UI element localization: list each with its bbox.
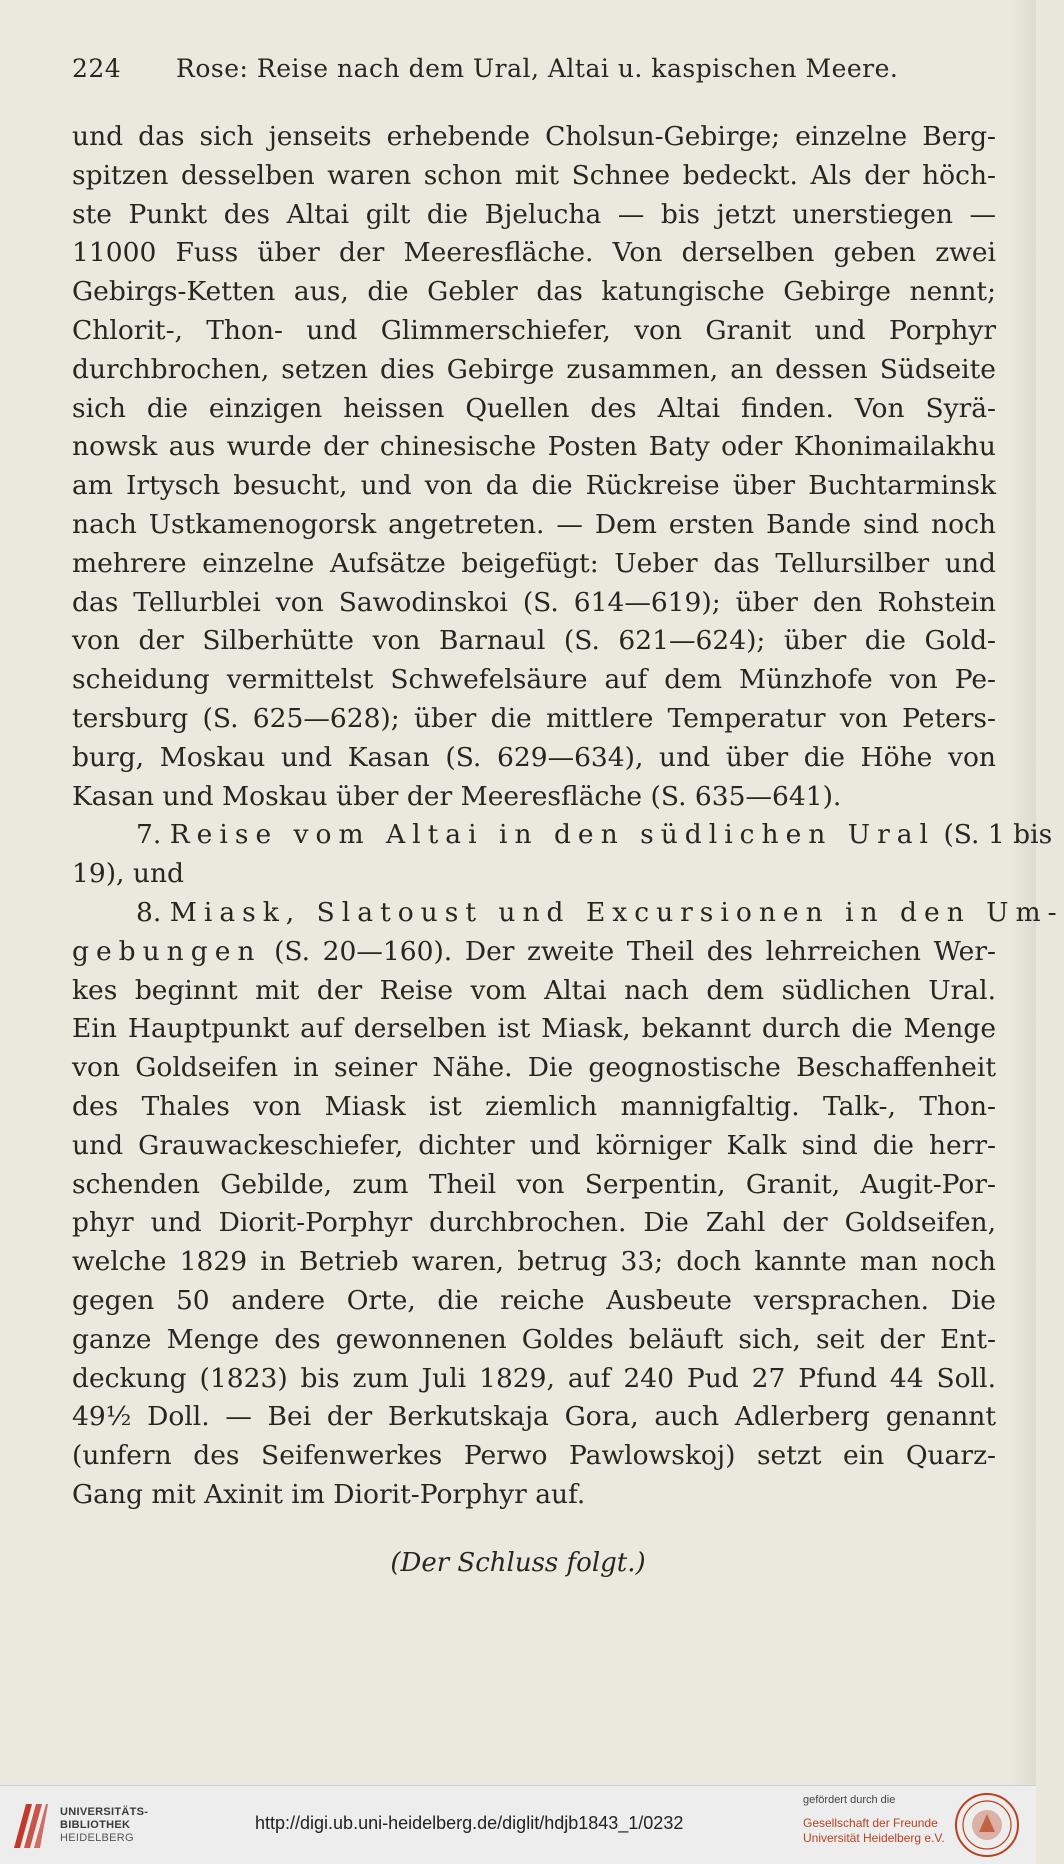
line-text: welche 1829 in Betrieb waren, betrug 33; doch kannte man noch — [72, 1246, 996, 1278]
spaced-heading: Reise vom Altai in den südlichen Ural — [169, 819, 936, 851]
text-line — [72, 855, 996, 894]
text-line — [72, 1321, 996, 1360]
text-line — [72, 1437, 996, 1476]
page-edge-shadow — [1010, 0, 1036, 1785]
library-name-line: UNIVERSITÄTS- — [60, 1806, 149, 1818]
funded-by-label: gefördert durch die — [803, 1794, 896, 1806]
line-text: tersburg (S. 625—628); über die mittlere Temperatur von Peters- — [72, 702, 996, 734]
society-name[interactable] — [803, 1816, 945, 1846]
society-name-line: Universität Heidelberg e.V. — [803, 1831, 945, 1845]
text-line — [72, 933, 996, 972]
text-line — [72, 1282, 996, 1321]
line-text: spitzen desselben waren schon mit Schnee bedeckt. Als der höch- — [72, 159, 996, 191]
line-text: Gang mit Axinit im Diorit-Porphyr auf. — [72, 1478, 586, 1510]
text-line — [72, 312, 996, 351]
text-line — [72, 778, 996, 817]
text-line — [72, 234, 996, 273]
library-name-line: HEIDELBERG — [60, 1832, 134, 1844]
text-line — [72, 467, 996, 506]
library-logo-icon[interactable] — [10, 1798, 50, 1852]
text-line — [72, 739, 996, 778]
line-text: burg, Moskau und Kasan (S. 629—634), und über die Höhe von — [72, 741, 996, 773]
item-number: 7. — [136, 819, 162, 851]
text-line — [72, 1204, 996, 1243]
line-text: ganze Menge des gewonnenen Goldes beläuft sich, seit der Ent- — [72, 1323, 996, 1355]
line-text: (S. 20—160). Der zweite Theil des lehrreichen Wer- — [274, 935, 996, 967]
text-line — [72, 118, 996, 157]
line-text: Gebirgs-Ketten aus, die Gebler das katungische Gebirge nennt; — [72, 276, 996, 308]
line-text: phyr und Diorit-Porphyr durchbrochen. Die Zahl der Goldseifen, — [72, 1207, 996, 1239]
running-title: Rose: Reise nach dem Ural, Altai u. kaspischen Meere. — [176, 54, 899, 83]
text-line — [72, 584, 996, 623]
library-name-line: BIBLIOTHEK — [60, 1819, 131, 1831]
text-line — [72, 506, 996, 545]
line-text: 11000 Fuss über der Meeresfläche. Von derselben geben zwei — [72, 237, 996, 269]
line-text: (unfern des Seifenwerkes Perwo Pawlowskoj) setzt ein Quarz- — [72, 1440, 996, 1472]
line-text: Ein Hauptpunkt auf derselben ist Miask, bekannt durch die Menge — [72, 1013, 996, 1045]
text-line — [72, 894, 1064, 933]
text-line — [72, 1243, 996, 1282]
text-line — [72, 1010, 996, 1049]
text-line — [72, 700, 996, 739]
line-text: ste Punkt des Altai gilt die Bjelucha — bis jetzt unerstiegen — — [72, 198, 996, 230]
footer-bar — [0, 1785, 1036, 1864]
line-text: gegen 50 andere Orte, die reiche Ausbeute versprachen. Die — [72, 1284, 996, 1316]
line-text: und Grauwackeschiefer, dichter und körniger Kalk sind die herr- — [72, 1129, 996, 1161]
line-text: scheidung vermittelst Schwefelsäure auf dem Münzhofe von Pe- — [72, 664, 996, 696]
line-text: 19), und — [72, 858, 185, 890]
spaced-heading: gebungen — [72, 935, 262, 967]
line-text: des Thales von Miask ist ziemlich mannigfaltig. Talk-, Thon- — [72, 1090, 996, 1122]
text-line — [72, 972, 996, 1011]
line-text: deckung (1823) bis zum Juli 1829, auf 240 Pud 27 Pfund 44 Soll. — [72, 1362, 996, 1394]
line-text: 49½ Doll. — Bei der Berkutskaja Gora, auch Adlerberg genannt — [72, 1401, 996, 1433]
line-text: am Irtysch besucht, und von da die Rückreise über Buchtarminsk — [72, 470, 996, 502]
line-text: durchbrochen, setzen dies Gebirge zusammen, an dessen Südseite — [72, 353, 996, 385]
text-line — [72, 428, 996, 467]
line-text: sich die einzigen heissen Quellen des Altai finden. Von Syrä- — [72, 392, 996, 424]
body-text — [72, 118, 1064, 1515]
library-name — [60, 1806, 148, 1845]
text-line — [72, 545, 996, 584]
text-line — [72, 1166, 996, 1205]
text-line — [72, 1360, 996, 1399]
text-line — [72, 622, 996, 661]
line-text: nach Ustkamenogorsk angetreten. — Dem ersten Bande sind noch — [72, 508, 996, 540]
line-text: nowsk aus wurde der chinesische Posten Baty oder Khonimailakhu — [72, 431, 996, 463]
line-text: von der Silberhütte von Barnaul (S. 621—624); über die Gold- — [72, 625, 996, 657]
text-line — [72, 661, 996, 700]
running-head — [72, 54, 932, 90]
text-line — [72, 157, 996, 196]
text-line — [72, 1049, 996, 1088]
spaced-heading: Miask, Slatoust und Excursionen in den Um- — [169, 896, 1064, 928]
text-line — [72, 351, 996, 390]
line-text: Chlorit-, Thon- und Glimmerschiefer, von Granit und Porphyr — [72, 314, 996, 346]
line-text: (S. 1 bis — [943, 819, 1053, 851]
page-number: 224 — [72, 54, 122, 83]
permalink-url[interactable]: http://digi.ub.uni-heidelberg.de/diglit/hdjb1843_1/0232 — [255, 1813, 684, 1833]
line-text: kes beginnt mit der Reise vom Altai nach dem südlichen Ural. — [72, 974, 996, 1006]
text-line — [72, 1088, 996, 1127]
line-text: das Tellurblei von Sawodinskoi (S. 614—619); über den Rohstein — [72, 586, 996, 618]
text-line — [72, 390, 996, 429]
text-line — [72, 816, 1053, 855]
university-seal-icon — [954, 1792, 1020, 1858]
text-line — [72, 1476, 996, 1515]
text-line — [72, 273, 996, 312]
line-text: und das sich jenseits erhebende Cholsun-Gebirge; einzelne Berg- — [72, 121, 996, 152]
text-line — [72, 1127, 996, 1166]
line-text: schenden Gebilde, zum Theil von Serpentin, Granit, Augit-Por- — [72, 1168, 996, 1200]
closing-note: (Der Schluss folgt.) — [390, 1548, 646, 1578]
line-text: Kasan und Moskau über der Meeresfläche (S. 635—641). — [72, 780, 842, 812]
line-text: von Goldseifen in seiner Nähe. Die geognostische Beschaffenheit — [72, 1052, 996, 1084]
society-name-line: Gesellschaft der Freunde — [803, 1816, 938, 1830]
item-number: 8. — [136, 896, 162, 928]
text-line — [72, 196, 996, 235]
line-text: mehrere einzelne Aufsätze beigefügt: Ueber das Tellursilber und — [72, 547, 996, 579]
text-line — [72, 1398, 996, 1437]
